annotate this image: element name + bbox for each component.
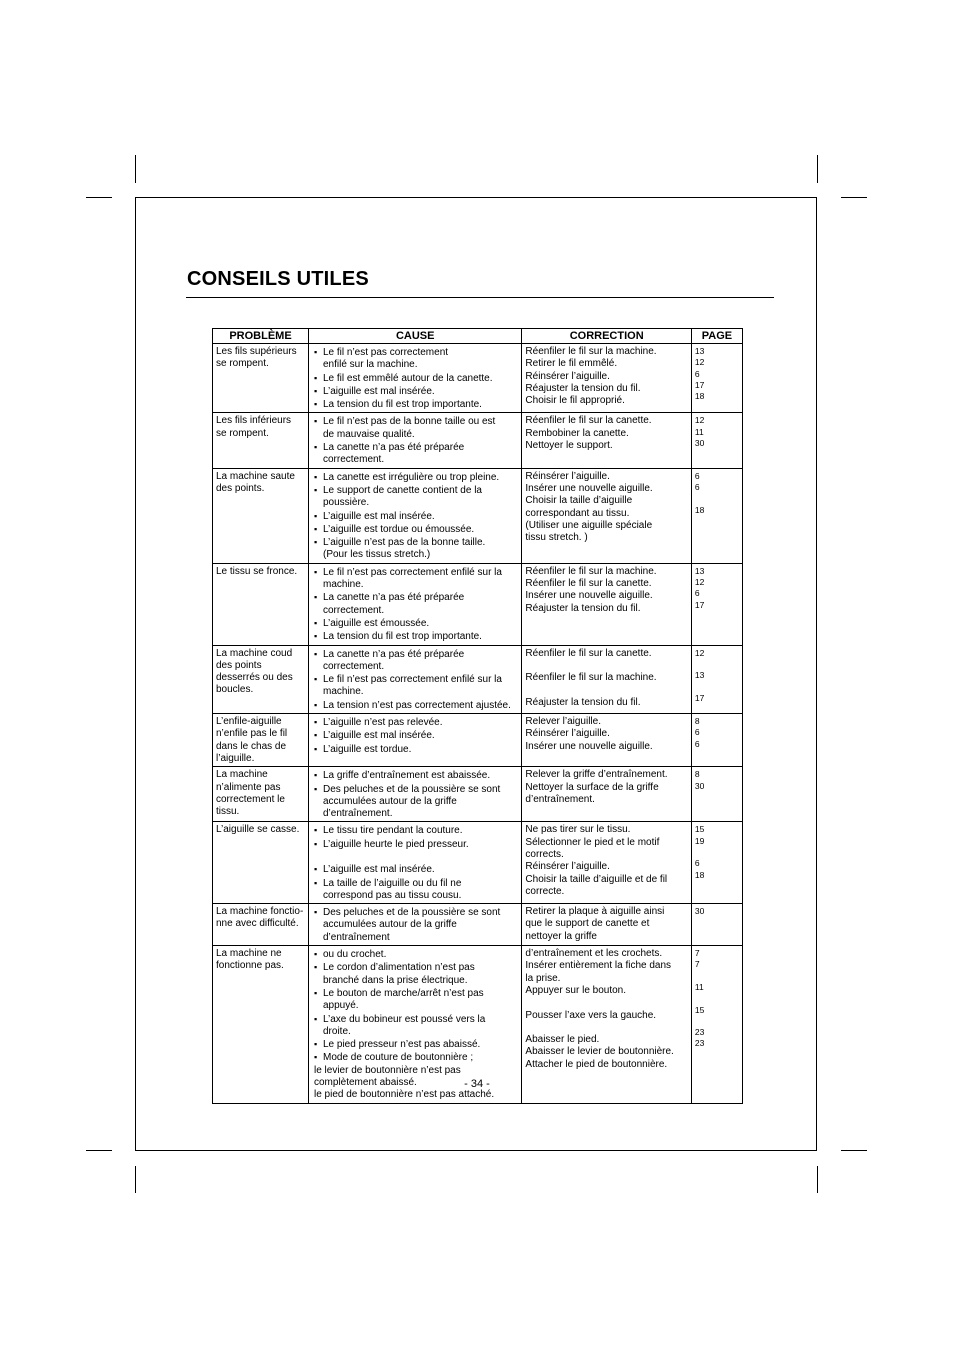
page-reference: 13 <box>694 565 705 576</box>
cause-bullet-item: ▪ Le support de canette contient de la <box>312 484 519 497</box>
correction-cell <box>522 714 692 767</box>
problem-text: L’aiguille se casse. <box>216 824 300 836</box>
problem-text: se rompent. <box>216 427 269 439</box>
crop-mark <box>841 1150 867 1151</box>
correction-text: d’entraînement et les crochets. <box>525 948 663 960</box>
correction-cell <box>522 413 692 468</box>
correction-text: Choisir le fil approprié. <box>525 395 625 407</box>
problem-text: tissu. <box>216 806 240 818</box>
correction-text: Rembobiner la canette. <box>525 427 629 439</box>
page-reference: 6 <box>694 727 700 738</box>
header-correction: CORRECTION <box>522 329 692 344</box>
page-reference: 18 <box>694 869 705 880</box>
header-cause: CAUSE <box>308 329 521 344</box>
problem-text: se rompent. <box>216 358 269 370</box>
correction-text <box>525 1022 689 1034</box>
page-reference: 7 <box>694 948 700 959</box>
correction-text: Retirer le fil emmêlé. <box>525 358 618 370</box>
correction-text: Réinsérer l’aiguille. <box>525 728 610 740</box>
cause-bullet-item: ▪ Le fil n’est pas de la bonne taille ou est <box>312 415 519 428</box>
page-reference: 6 <box>694 481 700 492</box>
correction-text: Réenfiler le fil sur la canette. <box>525 647 652 659</box>
cause-text: le pied de boutonnière n’est pas attaché. <box>313 1089 495 1101</box>
cause-text: branché dans la prise électrique. <box>322 974 468 986</box>
cause-bullet-item: ▪ Le fil n’est pas correctement enfilé sur la <box>312 673 519 686</box>
crop-mark <box>817 155 818 183</box>
page-cell <box>691 904 742 946</box>
page-cell <box>691 767 742 822</box>
table-row <box>213 767 743 822</box>
problem-text: La machine <box>216 769 268 781</box>
correction-text: Insérer une nouvelle aiguille. <box>525 482 653 494</box>
cause-bullet-item: ▪ ou du crochet. <box>312 948 519 961</box>
correction-text: Nettoyer la surface de la griffe <box>525 781 659 793</box>
problem-cell <box>213 468 309 563</box>
correction-text: Réajuster la tension du fil. <box>525 696 641 708</box>
page-reference: 30 <box>694 906 705 917</box>
correction-text: Nettoyer le support. <box>525 440 613 452</box>
cause-bullet-item: ▪ La tension du fil est trop importante. <box>312 630 519 643</box>
correction-text: Retirer la plaque à aiguille ainsi <box>525 906 665 918</box>
page-cell <box>691 563 742 645</box>
cause-bullet-item: ▪ La canette est irrégulière ou trop pleine. <box>312 471 519 484</box>
cause-bullet-item: ▪ La canette n’a pas été préparée <box>312 441 519 454</box>
page-cell <box>691 413 742 468</box>
cause-cell <box>308 468 521 563</box>
page-reference: 12 <box>694 415 705 426</box>
cause-text: enfilé sur la machine. <box>322 359 418 371</box>
problem-text: La machine coud <box>216 647 293 659</box>
problem-cell <box>213 904 309 946</box>
correction-text: Ne pas tirer sur le tissu. <box>525 824 631 836</box>
problem-text: La machine fonctio- <box>216 906 304 918</box>
crop-mark <box>86 197 112 198</box>
correction-text: Réenfiler le fil sur la machine. <box>525 346 657 357</box>
cause-bullet-item: ▪ La tension du fil est trop importante. <box>312 398 519 411</box>
page-cell <box>691 714 742 767</box>
crop-mark <box>135 155 136 183</box>
cause-cell <box>308 767 521 822</box>
correction-cell <box>522 468 692 563</box>
problem-text: dans le chas de <box>216 740 287 752</box>
cause-bullet-item: ▪ Le tissu tire pendant la couture. <box>312 824 519 837</box>
page-reference <box>695 1016 740 1027</box>
page-reference: 17 <box>694 379 705 390</box>
problem-text: n’alimente pas <box>216 781 281 793</box>
page-number: - 34 - <box>464 1078 490 1090</box>
correction-text: Insérer une nouvelle aiguille. <box>525 740 653 752</box>
correction-cell <box>522 822 692 904</box>
problem-text: La machine ne <box>216 948 282 960</box>
page-title: CONSEILS UTILES <box>187 268 369 290</box>
cause-cell <box>308 904 521 946</box>
cause-bullet-item: ▪ Le fil est emmêlé autour de la canette. <box>312 372 519 385</box>
page-cell <box>691 645 742 713</box>
page-cell <box>691 468 742 563</box>
correction-text: Réenfiler le fil sur la canette. <box>525 578 652 590</box>
cause-text: d’entraînement. <box>322 808 393 820</box>
cause-text: appuyé. <box>322 1000 359 1012</box>
problem-text: nne avec difficulté. <box>216 918 299 930</box>
page-reference: 6 <box>694 470 700 481</box>
page-reference: 6 <box>694 858 700 869</box>
page-reference <box>695 659 740 670</box>
cause-bullet-item: ▪ Des peluches et de la poussière se sont <box>312 783 519 796</box>
cause-text: machine. <box>322 686 364 698</box>
page-reference: 7 <box>694 959 700 970</box>
problem-text: L’enfile-aiguille <box>216 716 282 728</box>
correction-text: d’entraînement. <box>525 793 595 805</box>
correction-text: Relever l’aiguille. <box>525 716 601 728</box>
correction-text: Réajuster la tension du fil. <box>525 602 641 614</box>
page-reference: 23 <box>694 1038 705 1049</box>
page-reference: 11 <box>694 981 704 992</box>
page-cell <box>691 344 742 413</box>
correction-text: que le support de canette et <box>525 918 650 930</box>
cause-bullet-item: ▪ Le fil n’est pas correctement enfilé sur la <box>312 566 519 579</box>
cause-bullet-item: ▪ La griffe d’entraînement est abaissée. <box>312 769 519 782</box>
page-reference: 30 <box>694 780 705 791</box>
cause-bullet-item: ▪ L’aiguille n’est pas relevée. <box>312 716 519 729</box>
page-reference <box>695 993 740 1004</box>
page-reference <box>695 971 740 982</box>
table-row <box>213 413 743 468</box>
correction-cell <box>522 645 692 713</box>
cause-cell <box>308 645 521 713</box>
cause-text: de mauvaise qualité. <box>322 428 415 440</box>
problem-text: l’aiguille. <box>216 752 255 764</box>
table-header-row <box>213 329 743 344</box>
troubleshooting-table <box>212 328 743 1104</box>
correction-text: correcte. <box>525 885 565 897</box>
cause-cell <box>308 563 521 645</box>
cause-bullet-item: ▪ L’aiguille est tordue. <box>312 743 519 756</box>
cause-bullet-item: ▪ La canette n’a pas été préparée <box>312 591 519 604</box>
crop-mark <box>135 1166 136 1193</box>
correction-text: Sélectionner le pied et le motif <box>525 836 660 848</box>
cause-text: droite. <box>322 1025 351 1037</box>
correction-text: Choisir la taille d’aiguille <box>525 495 633 507</box>
page-reference: 12 <box>694 577 705 588</box>
problem-text: correctement le <box>216 793 285 805</box>
cause-text: correctement. <box>322 454 385 466</box>
cause-bullet-item: ▪ L’aiguille est mal insérée. <box>312 729 519 742</box>
cause-bullet-item: ▪ L’aiguille est mal insérée. <box>312 385 519 398</box>
cause-bullet-item: ▪ L’aiguille est mal insérée. <box>312 510 519 523</box>
problem-text: Le tissu se fronce. <box>216 565 298 577</box>
correction-text <box>525 997 689 1009</box>
problem-text: desserrés ou des <box>216 672 293 684</box>
page-reference: 17 <box>694 599 705 610</box>
table-row <box>213 344 743 413</box>
problem-text: La machine saute <box>216 470 295 482</box>
cause-text: machine. <box>322 579 364 591</box>
cause-bullet-item: ▪ La tension n’est pas correctement ajustée. <box>312 699 519 712</box>
page-cell <box>691 822 742 904</box>
page-reference: 12 <box>694 647 705 658</box>
cause-bullet-item: ▪ Des peluches et de la poussière se sont <box>312 906 519 919</box>
cause-cell <box>308 714 521 767</box>
cause-bullet-item: ▪ Le cordon d’alimentation n’est pas <box>312 961 519 974</box>
cause-bullet-item: ▪ La taille de l’aiguille ou du fil ne <box>312 877 519 890</box>
correction-text: Abaisser le pied. <box>525 1034 600 1046</box>
cause-text: poussière. <box>322 497 370 509</box>
correction-text: Insérer entièrement la fiche dans <box>525 960 672 972</box>
problem-cell <box>213 645 309 713</box>
title-underline <box>186 297 774 298</box>
problem-text: fonctionne pas. <box>216 960 284 972</box>
page-reference: 6 <box>694 368 700 379</box>
cause-cell <box>308 413 521 468</box>
table-body <box>213 344 743 1104</box>
correction-text: Pousser l’axe vers la gauche. <box>525 1009 657 1021</box>
problem-text: boucles. <box>216 684 254 696</box>
problem-cell <box>213 714 309 767</box>
cause-bullet-item: ▪ L’aiguille est mal insérée. <box>312 863 519 876</box>
correction-text: Attacher le pied de boutonnière. <box>525 1058 668 1070</box>
correction-text: Appuyer sur le bouton. <box>525 984 627 996</box>
correction-cell <box>522 904 692 946</box>
correction-text: Réinsérer l’aiguille. <box>525 861 610 873</box>
page-reference: 8 <box>694 716 700 727</box>
page-reference: 17 <box>694 692 705 703</box>
page-reference: 30 <box>694 438 705 449</box>
cause-text <box>312 851 519 863</box>
page-reference <box>695 847 740 858</box>
correction-text: Abaisser le levier de boutonnière. <box>525 1046 674 1058</box>
correction-text: Choisir la taille d’aiguille et de fil <box>525 873 668 885</box>
page-reference: 18 <box>694 391 705 402</box>
correction-cell <box>522 767 692 822</box>
cause-text: correspond pas au tissu cousu. <box>322 889 462 901</box>
correction-cell <box>522 563 692 645</box>
page-reference: 15 <box>694 1004 705 1015</box>
cause-cell <box>308 822 521 904</box>
correction-text: Relever la griffe d’entraînement. <box>525 769 668 781</box>
page-reference: 6 <box>694 588 700 599</box>
correction-text: corrects. <box>525 848 564 860</box>
header-page: PAGE <box>691 329 742 344</box>
cause-bullet-item: ▪ Le bouton de marche/arrêt n’est pas <box>312 987 519 1000</box>
correction-text: (Utiliser une aiguille spéciale <box>525 519 653 531</box>
correction-text: Réinsérer l’aiguille. <box>525 370 610 382</box>
correction-text: tissu stretch. ) <box>525 532 588 544</box>
cause-text: accumulées autour de la griffe <box>322 795 457 807</box>
problem-cell <box>213 767 309 822</box>
table-row <box>213 563 743 645</box>
crop-mark <box>841 197 867 198</box>
page-reference: 13 <box>694 346 705 356</box>
problem-text: des points <box>216 659 262 671</box>
correction-text: correspondant au tissu. <box>525 507 630 519</box>
problem-cell <box>213 413 309 468</box>
page-reference: 23 <box>694 1027 705 1038</box>
cause-bullet-item: ▪ La canette n’a pas été préparée <box>312 648 519 661</box>
cause-bullet-item: ▪ Le fil n’est pas correctement <box>312 346 519 359</box>
problem-text: des points. <box>216 482 265 494</box>
correction-text: la prise. <box>525 972 561 984</box>
page-reference: 12 <box>694 357 705 368</box>
correction-text <box>525 660 689 672</box>
correction-text <box>525 684 689 696</box>
cause-bullet-item: ▪ L’axe du bobineur est poussé vers la <box>312 1013 519 1026</box>
problem-cell <box>213 563 309 645</box>
table-row <box>213 714 743 767</box>
cause-text: (Pour les tissus stretch.) <box>322 549 431 561</box>
table-row <box>213 468 743 563</box>
page-reference: 8 <box>694 769 700 780</box>
page-reference: 19 <box>694 835 705 846</box>
crop-mark <box>817 1166 818 1193</box>
page-reference: 15 <box>694 824 705 835</box>
correction-text: Réenfiler le fil sur la machine. <box>525 565 657 577</box>
correction-text: Réenfiler le fil sur la canette. <box>525 415 652 427</box>
cause-text: complètement abaissé. <box>313 1077 417 1089</box>
table-row <box>213 904 743 946</box>
table-row <box>213 645 743 713</box>
cause-text: d’entraînement <box>322 931 390 943</box>
cause-bullet-item: ▪ Le pied presseur n’est pas abaissé. <box>312 1038 519 1051</box>
problem-text: Les fils inférieurs <box>216 415 292 427</box>
cause-bullet-item: ▪ L’aiguille n’est pas de la bonne taille. <box>312 536 519 549</box>
crop-mark <box>86 1150 112 1151</box>
correction-text: Réajuster la tension du fil. <box>525 382 641 394</box>
cause-text: le levier de boutonnière n’est pas <box>313 1064 461 1076</box>
page-reference: 6 <box>694 738 700 749</box>
cause-bullet-item: ▪ Mode de couture de boutonnière ; <box>312 1051 519 1064</box>
cause-text: accumulées autour de la griffe <box>322 919 457 931</box>
page-reference <box>695 493 740 504</box>
cause-text: correctement. <box>322 604 385 616</box>
correction-text: Insérer une nouvelle aiguille. <box>525 590 653 602</box>
cause-bullet-item: ▪ L’aiguille heurte le pied presseur. <box>312 838 519 851</box>
table-row <box>213 822 743 904</box>
problem-text: Les fils supérieurs <box>216 346 297 357</box>
correction-text: Réenfiler le fil sur la machine. <box>525 672 657 684</box>
correction-text: nettoyer la griffe <box>525 930 597 942</box>
cause-bullet-item: ▪ L’aiguille est tordue ou émoussée. <box>312 523 519 536</box>
page-reference: 11 <box>694 426 704 437</box>
page-reference: 13 <box>694 670 705 681</box>
page-reference: 18 <box>694 504 705 515</box>
correction-text: Réinsérer l’aiguille. <box>525 470 610 482</box>
cause-cell <box>308 344 521 413</box>
problem-cell <box>213 344 309 413</box>
cause-bullet-item: ▪ L’aiguille est émoussée. <box>312 617 519 630</box>
cause-text: correctement. <box>322 660 385 672</box>
header-problem: PROBLÈME <box>213 329 309 344</box>
problem-cell <box>213 822 309 904</box>
problem-text: n’enfile pas le fil <box>216 728 288 740</box>
correction-cell <box>522 344 692 413</box>
page-reference <box>695 681 740 692</box>
